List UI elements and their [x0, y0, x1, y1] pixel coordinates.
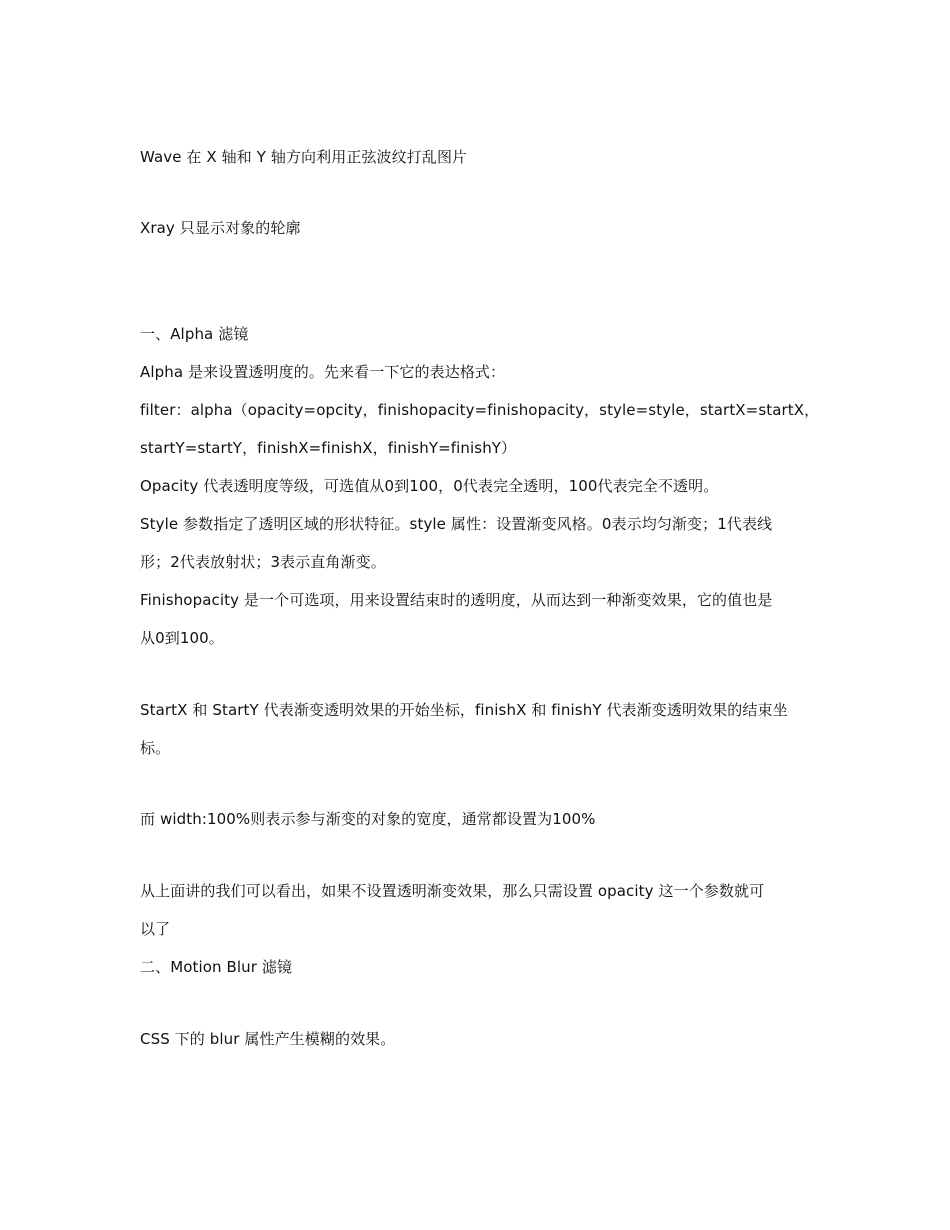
paragraph-opacity: Opacity 代表透明度等级，可选值从0到100，0代表完全透明，100代表完全不透明。: [140, 477, 719, 495]
paragraph-alpha-intro: Alpha 是来设置透明度的。先来看一下它的表达格式：: [140, 363, 506, 381]
paragraph-style-line2: 形；2代表放射状；3表示直角渐变。: [140, 553, 386, 571]
paragraph-blur: CSS 下的 blur 属性产生模糊的效果。: [140, 1030, 396, 1048]
paragraph-start-finish-line1: StartX 和 StartY 代表渐变透明效果的开始坐标，finishX 和 finishY 代表渐变透明效果的结束坐: [140, 701, 788, 719]
paragraph-start-finish-line2: 标。: [140, 739, 171, 757]
paragraph-alpha-syntax-line1: filter：alpha（opacity=opcity，finishopacity=finishopacity，style=style，startX=startX，: [140, 401, 820, 419]
paragraph-xray: Xray 只显示对象的轮廓: [140, 219, 301, 237]
paragraph-width: 而 width:100%则表示参与渐变的对象的宽度，通常都设置为100%: [140, 810, 596, 828]
paragraph-alpha-syntax-line2: startY=startY，finishX=finishX，finishY=finishY）: [140, 439, 517, 457]
paragraph-finishopacity-line1: Finishopacity 是一个可选项，用来设置结束时的透明度，从而达到一种渐变效果，它的值也是: [140, 591, 773, 609]
paragraph-conclusion-line2: 以了: [140, 920, 171, 938]
heading-motion-blur-filter: 二、Motion Blur 滤镜: [140, 958, 293, 976]
paragraph-style-line1: Style 参数指定了透明区域的形状特征。style 属性：设置渐变风格。0表示均匀渐变；1代表线: [140, 515, 773, 533]
paragraph-conclusion-line1: 从上面讲的我们可以看出，如果不设置透明渐变效果，那么只需设置 opacity 这一个参数就可: [140, 882, 765, 900]
heading-alpha-filter: 一、Alpha 滤镜: [140, 325, 249, 343]
paragraph-finishopacity-line2: 从0到100。: [140, 629, 224, 647]
paragraph-wave: Wave 在 X 轴和 Y 轴方向利用正弦波纹打乱图片: [140, 148, 468, 166]
